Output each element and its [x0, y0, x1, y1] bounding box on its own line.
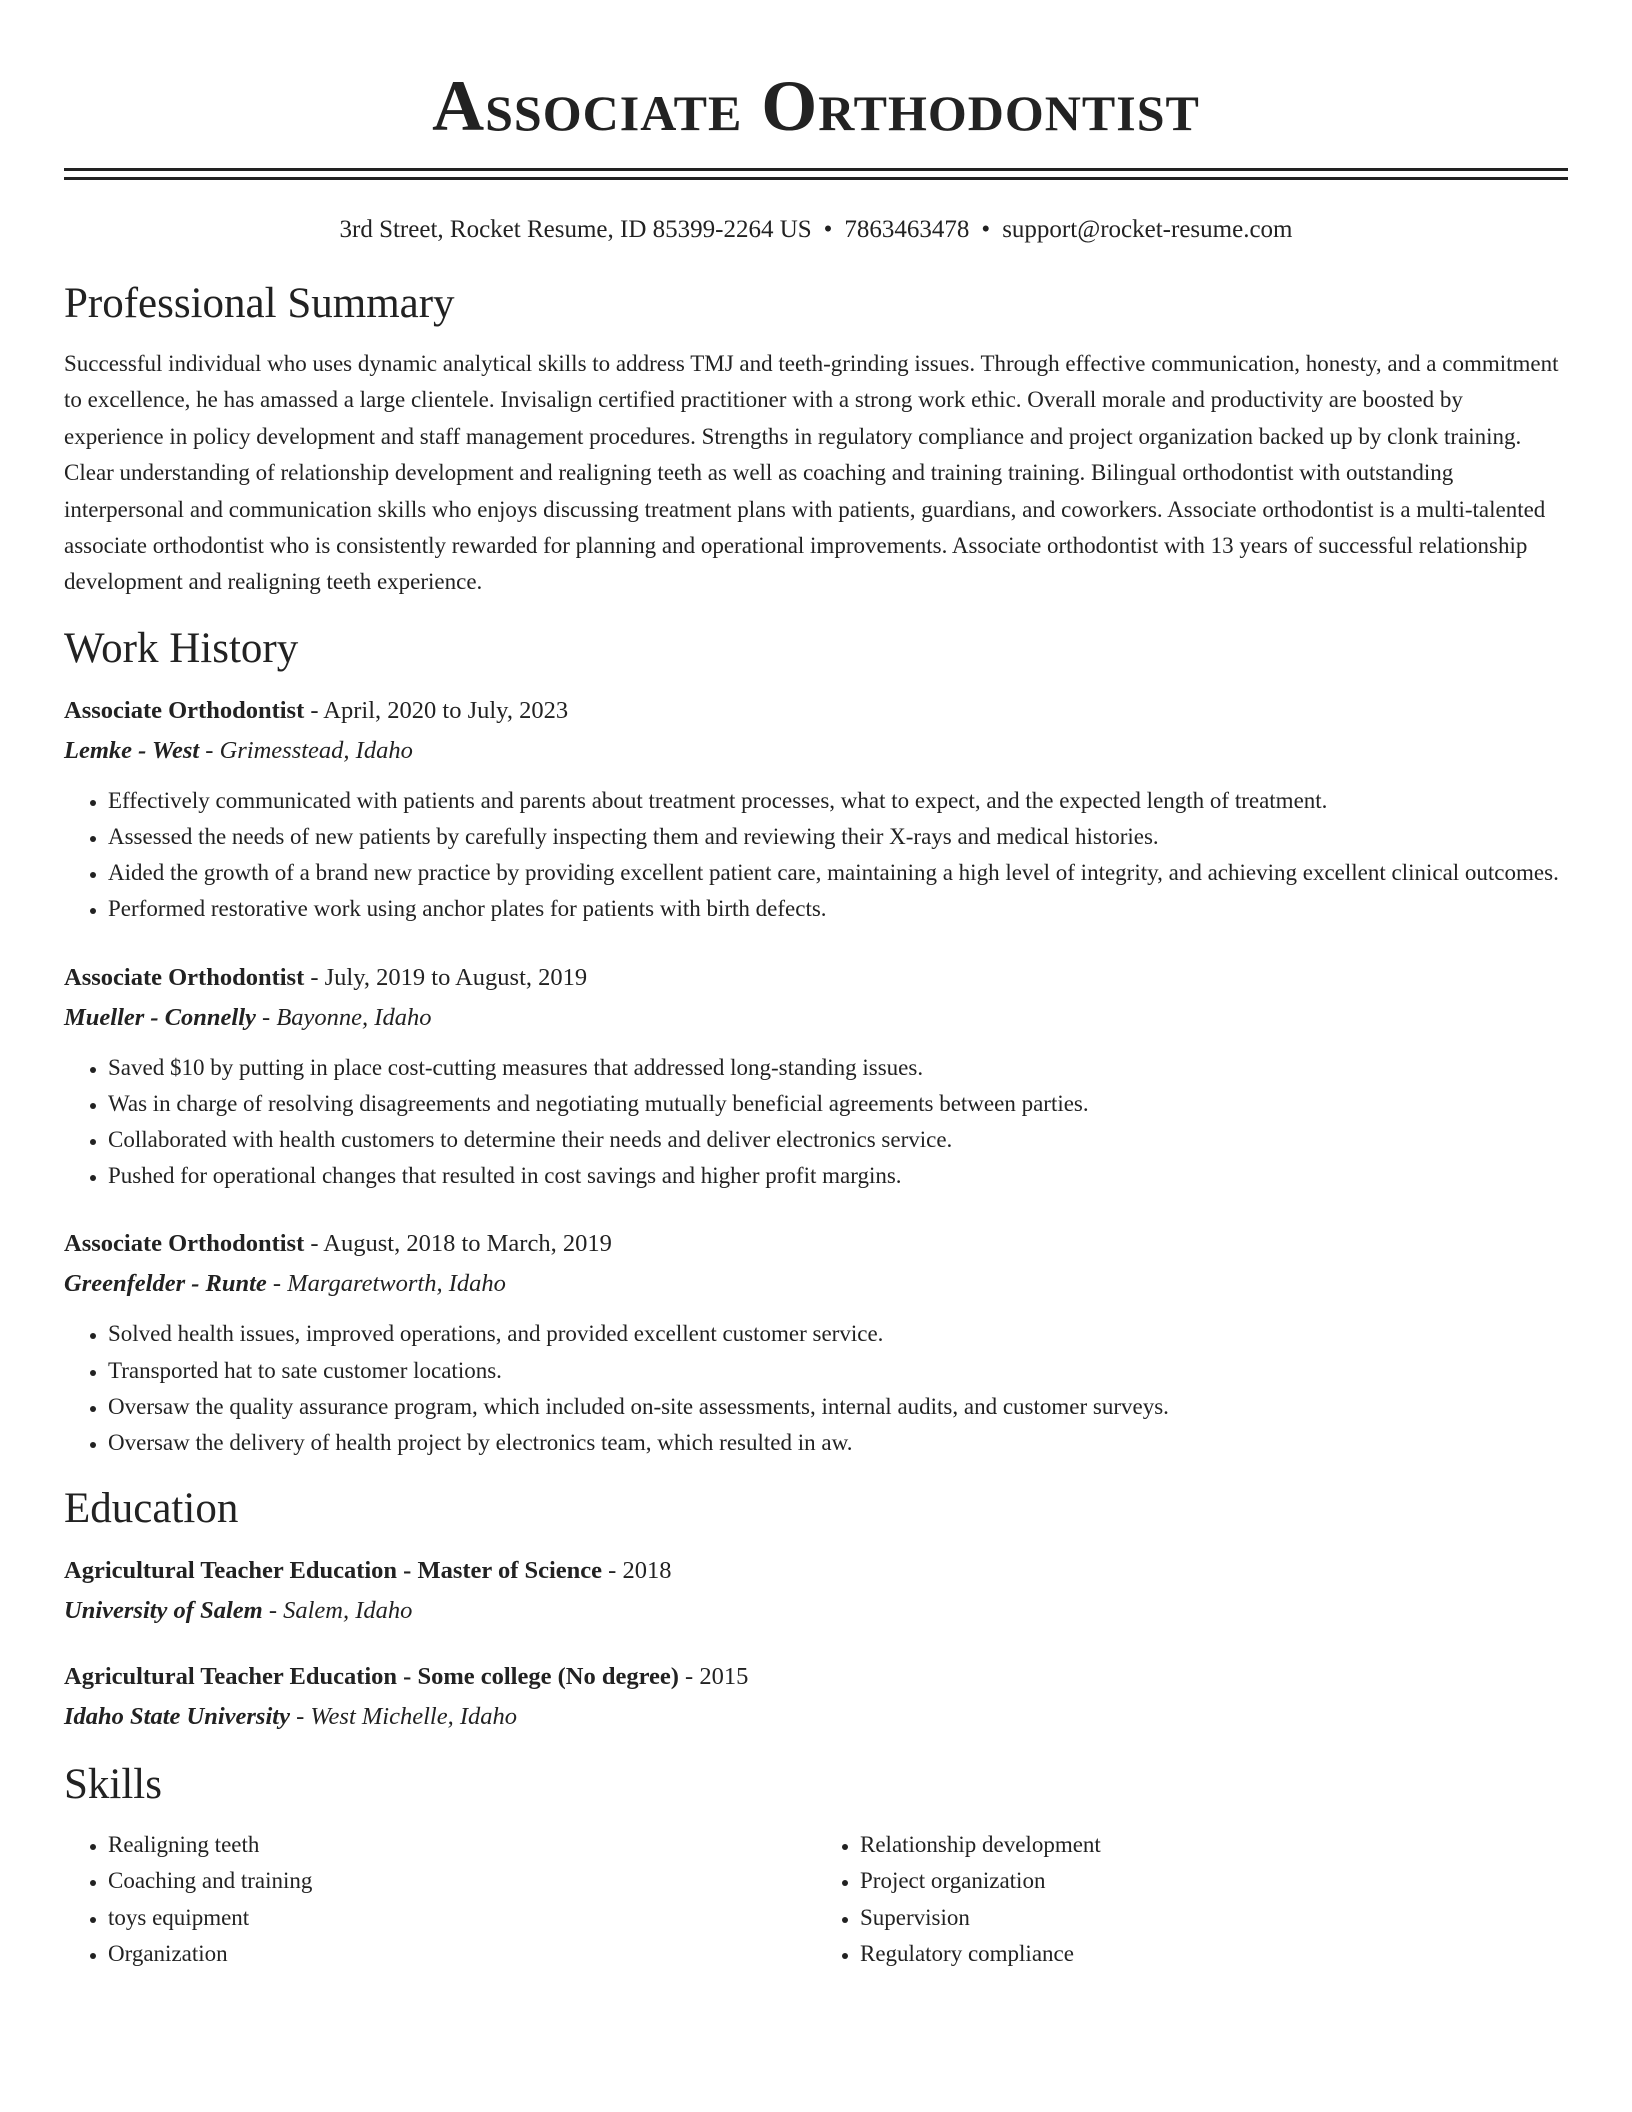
- skill-item: • Organization: [108, 1936, 816, 1972]
- job-company-line: [64, 1000, 1568, 1036]
- resume-name: Associate Orthodontist: [432, 66, 1200, 146]
- job-company-line: [64, 733, 1568, 769]
- education-degree-line: [64, 1659, 1568, 1695]
- header-divider-bottom: [64, 177, 1568, 180]
- skills-list-right: [816, 1827, 1568, 1972]
- job-dates: - April, 2020 to July, 2023: [304, 696, 569, 724]
- skills-list-left: [64, 1827, 816, 1972]
- job-entry: [64, 693, 1568, 928]
- job-company-line: [64, 1266, 1568, 1302]
- education-degree-line: [64, 1553, 1568, 1589]
- contact-phone: 7863463478: [844, 216, 970, 243]
- education-location: - Salem, Idaho: [262, 1597, 413, 1625]
- job-bullet: • Was in charge of resolving disagreements and negotiating mutually beneficial agreements between parties.: [108, 1086, 1568, 1122]
- education-heading: Education: [64, 1485, 239, 1533]
- skill-item: • toys equipment: [108, 1900, 816, 1936]
- education-school-line: [64, 1699, 1568, 1735]
- job-location: - Margaretworth, Idaho: [266, 1270, 506, 1298]
- job-bullet: • Oversaw the quality assurance program, which included on-site assessments, internal audits, and customer surveys.: [108, 1389, 1568, 1425]
- job-location: - Bayonne, Idaho: [255, 1003, 432, 1031]
- job-bullet: • Transported hat to sate customer locations.: [108, 1353, 1568, 1389]
- skill-item: • Coaching and training: [108, 1863, 816, 1899]
- contact-email: support@rocket-resume.com: [1002, 216, 1293, 243]
- education-entry: [64, 1553, 1568, 1629]
- skills-heading: Skills: [64, 1761, 162, 1809]
- summary-heading: Professional Summary: [64, 280, 455, 327]
- education-year: - 2015: [678, 1663, 749, 1691]
- job-bullet: • Effectively communicated with patients and parents about treatment processes, what to expect, and the expected length of treatment.: [108, 783, 1568, 819]
- education-degree: Agricultural Teacher Education - Master of Science: [64, 1557, 603, 1585]
- skill-item: • Supervision: [860, 1900, 1568, 1936]
- job-bullet: • Collaborated with health customers to determine their needs and deliver electronics service.: [108, 1122, 1568, 1158]
- job-dates: - August, 2018 to March, 2019: [304, 1230, 612, 1258]
- education-entry: [64, 1659, 1568, 1735]
- job-title-line: [64, 960, 1568, 996]
- skill-item: • Realigning teeth: [108, 1827, 816, 1863]
- contact-separator: •: [823, 216, 833, 243]
- job-bullet: • Aided the growth of a brand new practice by providing excellent patient care, maintaining a high level of integrity, and achieving excellent clinical outcomes.: [108, 855, 1568, 891]
- job-bullet: • Performed restorative work using anchor plates for patients with birth defects.: [108, 891, 1568, 927]
- job-title: Associate Orthodontist: [64, 696, 305, 724]
- skills-columns: [64, 1827, 1568, 1972]
- education-school: University of Salem: [64, 1597, 263, 1625]
- job-entry: [64, 1226, 1568, 1461]
- contact-address: 3rd Street, Rocket Resume, ID 85399-2264 US: [339, 216, 812, 243]
- job-dates: - July, 2019 to August, 2019: [304, 963, 588, 991]
- job-bullets: [64, 783, 1568, 928]
- job-company: Lemke - West: [64, 736, 200, 764]
- job-bullet: • Solved health issues, improved operations, and provided excellent customer service.: [108, 1316, 1568, 1352]
- job-location: - Grimesstead, Idaho: [199, 736, 413, 764]
- job-entry: [64, 960, 1568, 1195]
- skill-item: • Regulatory compliance: [860, 1936, 1568, 1972]
- education-year: - 2018: [602, 1557, 672, 1585]
- contact-separator: •: [981, 216, 991, 243]
- education-school: Idaho State University: [64, 1703, 290, 1731]
- education-location: - West Michelle, Idaho: [289, 1703, 517, 1731]
- job-title: Associate Orthodontist: [64, 1230, 305, 1258]
- summary-text: Successful individual who uses dynamic analytical skills to address TMJ and teeth-grinding issues. Through effective communication, honesty, and a commitment to excellence, he has amassed a large clientele. Invisalign certified practitioner with a strong work ethic. Overall morale and productivity are boosted by experience in policy development and staff management procedures. Strengths in regulatory compliance and project organization backed up by clonk training. Clear understanding of relationship development and realigning teeth as well as coaching and training training. Bilingual orthodontist with outstanding interpersonal and communication skills who enjoys discussing treatment plans with patients, guardians, and coworkers. Associate orthodontist is a multi-talented associate orthodontist who is consistently rewarded for planning and operational improvements. Associate orthodontist with 13 years of successful relationship development and realigning teeth experience.: [64, 351, 1559, 595]
- education-degree: Agricultural Teacher Education - Some college (No degree): [64, 1663, 679, 1691]
- skill-item: • Relationship development: [860, 1827, 1568, 1863]
- skill-item: • Project organization: [860, 1863, 1568, 1899]
- education-school-line: [64, 1593, 1568, 1629]
- job-company: Greenfelder - Runte: [64, 1270, 267, 1298]
- job-bullet: • Oversaw the delivery of health project by electronics team, which resulted in aw.: [108, 1425, 1568, 1461]
- job-bullet: • Assessed the needs of new patients by carefully inspecting them and reviewing their X-rays and medical histories.: [108, 819, 1568, 855]
- job-bullet: • Saved $10 by putting in place cost-cutting measures that addressed long-standing issues.: [108, 1050, 1568, 1086]
- job-bullet: • Pushed for operational changes that resulted in cost savings and higher profit margins.: [108, 1158, 1568, 1194]
- job-title: Associate Orthodontist: [64, 963, 305, 991]
- header-divider-top: [64, 168, 1568, 171]
- contact-line: [64, 213, 1568, 247]
- job-company: Mueller - Connelly: [64, 1003, 256, 1031]
- job-title-line: [64, 693, 1568, 729]
- work-history-heading: Work History: [64, 624, 299, 672]
- job-title-line: [64, 1226, 1568, 1262]
- job-bullets: [64, 1316, 1568, 1461]
- job-bullets: [64, 1050, 1568, 1195]
